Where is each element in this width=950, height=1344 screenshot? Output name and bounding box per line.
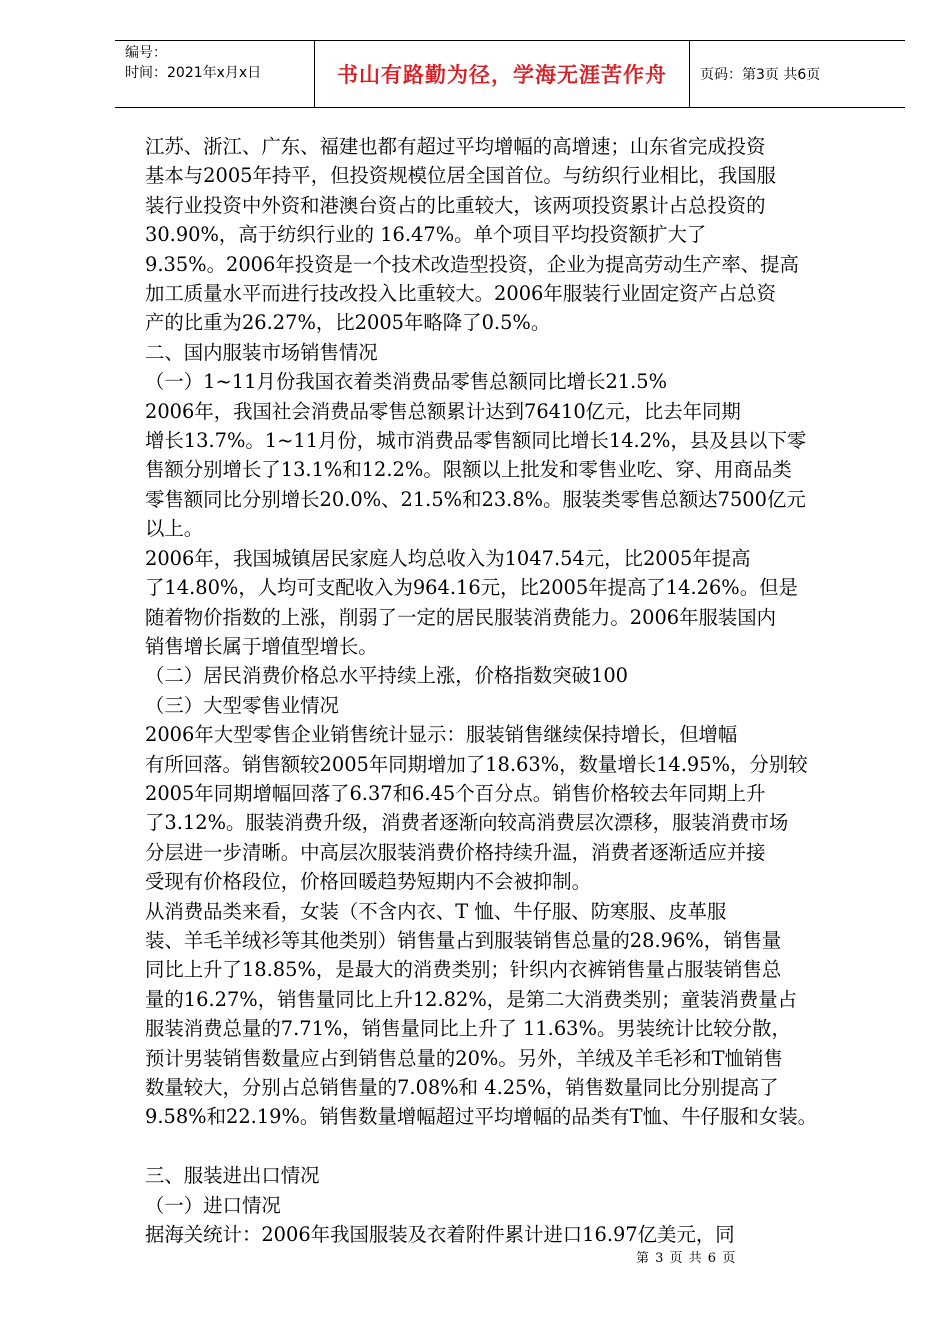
text-line: （一）1~11月份我国衣着类消费品零售总额同比增长21.5% — [145, 370, 668, 394]
header-page-label: 页码：第3页 共6页 — [700, 67, 821, 83]
text-line: 随着物价指数的上涨，削弱了一定的居民服装消费能力。2006年服装国内 — [145, 605, 777, 629]
text-line: （二）居民消费价格总水平持续上涨，价格指数突破100 — [145, 664, 628, 688]
text-line: 售额分别增长了13.1%和12.2%。限额以上批发和零售业吃、穿、用商品类 — [145, 458, 792, 482]
header-motto: 书山有路勤为径，学海无涯苦作舟 — [315, 41, 690, 107]
page-header — [115, 40, 905, 108]
text-line: 以上。 — [145, 517, 204, 541]
text-line: 2006年，我国社会消费品零售总额累计达到76410亿元，比去年同期 — [145, 399, 741, 423]
text-line: 销售增长属于增值型增长。 — [145, 634, 378, 658]
text-line: 2006年，我国城镇居民家庭人均总收入为1047.54元，比2005年提高 — [145, 546, 751, 570]
page-footer: 第 3 页 共 6 页 — [636, 1251, 737, 1266]
text-line: （三）大型零售业情况 — [145, 693, 339, 717]
text-line: 了3.12%。服装消费升级，消费者逐渐向较高消费层次漂移，服装消费市场 — [145, 811, 789, 835]
text-line: 30.90%，高于纺织行业的 16.47%。单个项目平均投资额扩大了 — [145, 223, 707, 247]
text-line: 分层进一步清晰。中高层次服装消费价格持续升温，消费者逐渐适应并接 — [145, 840, 766, 864]
text-line: 装行业投资中外资和港澳台资占的比重较大，该两项投资累计占总投资的 — [145, 193, 766, 217]
text-line: 9.35%。2006年投资是一个技术改造型投资，企业为提高劳动生产率、提高 — [145, 252, 799, 276]
text-line: 9.58%和22.19%。销售数量增幅超过平均增幅的品类有T恤、牛仔服和女装。 — [145, 1105, 818, 1129]
text-line: 零售额同比分别增长20.0%、21.5%和23.8%。服装类零售总额达7500亿元 — [145, 487, 806, 511]
text-line: 增长13.7%。1~11月份，城市消费品零售额同比增长14.2%，县及县以下零 — [145, 429, 807, 453]
text-line: （一）进口情况 — [145, 1193, 281, 1217]
blank-line — [145, 1132, 885, 1161]
text-line: 装、羊毛羊绒衫等其他类别）销售量占到服装销售总量的28.96%，销售量 — [145, 928, 782, 952]
text-line: 预计男装销售数量应占到销售总量的20%。另外，羊绒及羊毛衫和T恤销售 — [145, 1046, 783, 1070]
text-line: 从消费品类来看，女装（不含内衣、T 恤、牛仔服、防寒服、皮革服 — [145, 899, 727, 923]
text-line: 基本与2005年持平，但投资规模位居全国首位。与纺织行业相比，我国服 — [145, 164, 777, 188]
header-meta — [115, 41, 315, 107]
text-line: 服装消费总量的7.71%，销售量同比上升了 11.63%。男装统计比较分散， — [145, 1017, 791, 1041]
text-line: 有所回落。销售额较2005年同期增加了18.63%，数量增长14.95%，分别较 — [145, 752, 808, 776]
number-label: 编号： — [125, 45, 167, 61]
text-line: 数量较大，分别占总销售量的7.08%和 4.25%，销售数量同比分别提高了 — [145, 1076, 779, 1099]
text-line: 三、服装进出口情况 — [145, 1164, 320, 1188]
text-line: 了14.80%，人均可支配收入为964.16元，比2005年提高了14.26%。但是 — [145, 576, 798, 600]
text-line: 江苏、浙江、广东、福建也都有超过平均增幅的高增速；山东省完成投资 — [145, 135, 766, 158]
text-line: 同比上升了18.85%，是最大的消费类别；针织内衣裤销售量占服装销售总 — [145, 958, 782, 982]
text-line: 二、国内服装市场销售情况 — [145, 340, 378, 364]
text-line: 据海关统计：2006年我国服装及衣着附件累计进口16.97亿美元，同 — [145, 1223, 735, 1247]
text-line: 产的比重为26.27%，比2005年略降了0.5%。 — [145, 311, 551, 335]
text-line: 2006年大型零售企业销售统计显示：服装销售继续保持增长，但增幅 — [145, 723, 738, 747]
text-line: 2005年同期增幅回落了6.37和6.45个百分点。销售价格较去年同期上升 — [145, 781, 766, 805]
text-line: 受现有价格段位，价格回暖趋势短期内不会被抑制。 — [145, 870, 591, 894]
document-body — [145, 132, 885, 1249]
time-label: 时间：2021年x月x日 — [125, 65, 262, 81]
text-line: 量的16.27%，销售量同比上升12.82%，是第二大消费类别；童装消费量占 — [145, 987, 798, 1011]
text-line: 加工质量水平而进行技改投入比重较大。2006年服装行业固定资产占总资 — [145, 282, 777, 306]
